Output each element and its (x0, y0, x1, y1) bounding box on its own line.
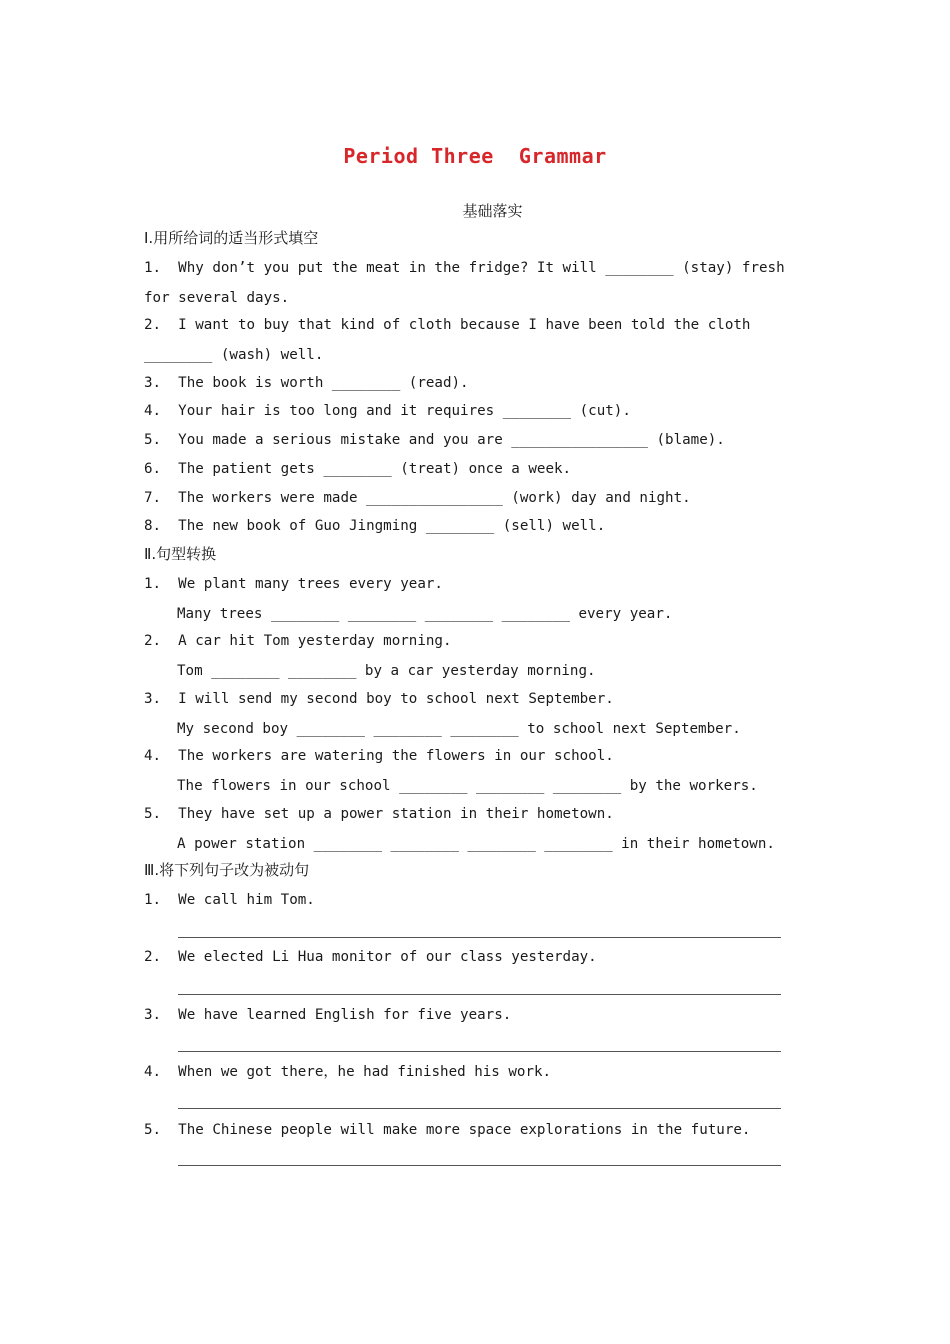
s2-item-5-answer: A power station ________ ________ ________ ________ in their hometown. (177, 836, 775, 852)
section-1-heading: Ⅰ.用所给词的适当形式填空 (144, 229, 319, 247)
s2-item-3-answer: My second boy ________ ________ ________ to school next September. (177, 721, 741, 737)
s2-item-4-question: 4. The workers are watering the flowers in our school. (144, 748, 614, 764)
s2-item-2-answer: Tom ________ ________ by a car yesterday morning. (177, 663, 596, 679)
s2-item-1-question: 1. We plant many trees every year. (144, 576, 443, 592)
s2-item-4-answer: The flowers in our school ________ ________ ________ by the workers. (177, 778, 758, 794)
s2-item-5-question: 5. They have set up a power station in their hometown. (144, 806, 614, 822)
s3-item-5-question: 5. The Chinese people will make more space explorations in the future. (144, 1122, 751, 1138)
s1-item-2: 2. I want to buy that kind of cloth because I have been told the cloth (144, 317, 751, 333)
s3-item-3-answer-line[interactable] (178, 1051, 781, 1052)
s1-item-1-cont: for several days. (144, 290, 290, 306)
section-3-heading: Ⅲ.将下列句子改为被动句 (144, 861, 310, 879)
page-subtitle: 基础落实 (462, 202, 523, 220)
s3-item-1-answer-line[interactable] (178, 937, 781, 938)
s1-item-7: 7. The workers were made ________________ (work) day and night. (144, 490, 691, 506)
s1-item-5: 5. You made a serious mistake and you are ________________ (blame). (144, 432, 725, 448)
s3-item-5-answer-line[interactable] (178, 1165, 781, 1166)
s3-item-2-answer-line[interactable] (178, 994, 781, 995)
s1-item-1: 1. Why don’t you put the meat in the fridge? It will ________ (stay) fresh (144, 260, 785, 276)
s2-item-3-question: 3. I will send my second boy to school next September. (144, 691, 614, 707)
s1-item-6: 6. The patient gets ________ (treat) once a week. (144, 461, 572, 477)
s3-item-3-question: 3. We have learned English for five years. (144, 1007, 512, 1023)
s3-item-4-answer-line[interactable] (178, 1108, 781, 1109)
s3-item-1-question: 1. We call him Tom. (144, 892, 315, 908)
s3-item-4-question: 4. When we got there，he had finished his work. (144, 1064, 552, 1080)
s1-item-2-cont: ________ (wash) well. (144, 347, 324, 363)
s1-item-8: 8. The new book of Guo Jingming ________ (sell) well. (144, 518, 606, 534)
section-2-heading: Ⅱ.句型转换 (144, 545, 217, 563)
s1-item-4: 4. Your hair is too long and it requires ________ (cut). (144, 403, 631, 419)
s3-item-2-question: 2. We elected Li Hua monitor of our class yesterday. (144, 949, 597, 965)
s2-item-1-answer: Many trees ________ ________ ________ ________ every year. (177, 606, 673, 622)
s2-item-2-question: 2. A car hit Tom yesterday morning. (144, 633, 452, 649)
s1-item-3: 3. The book is worth ________ (read). (144, 375, 469, 391)
page-title: Period Three Grammar (343, 144, 607, 168)
